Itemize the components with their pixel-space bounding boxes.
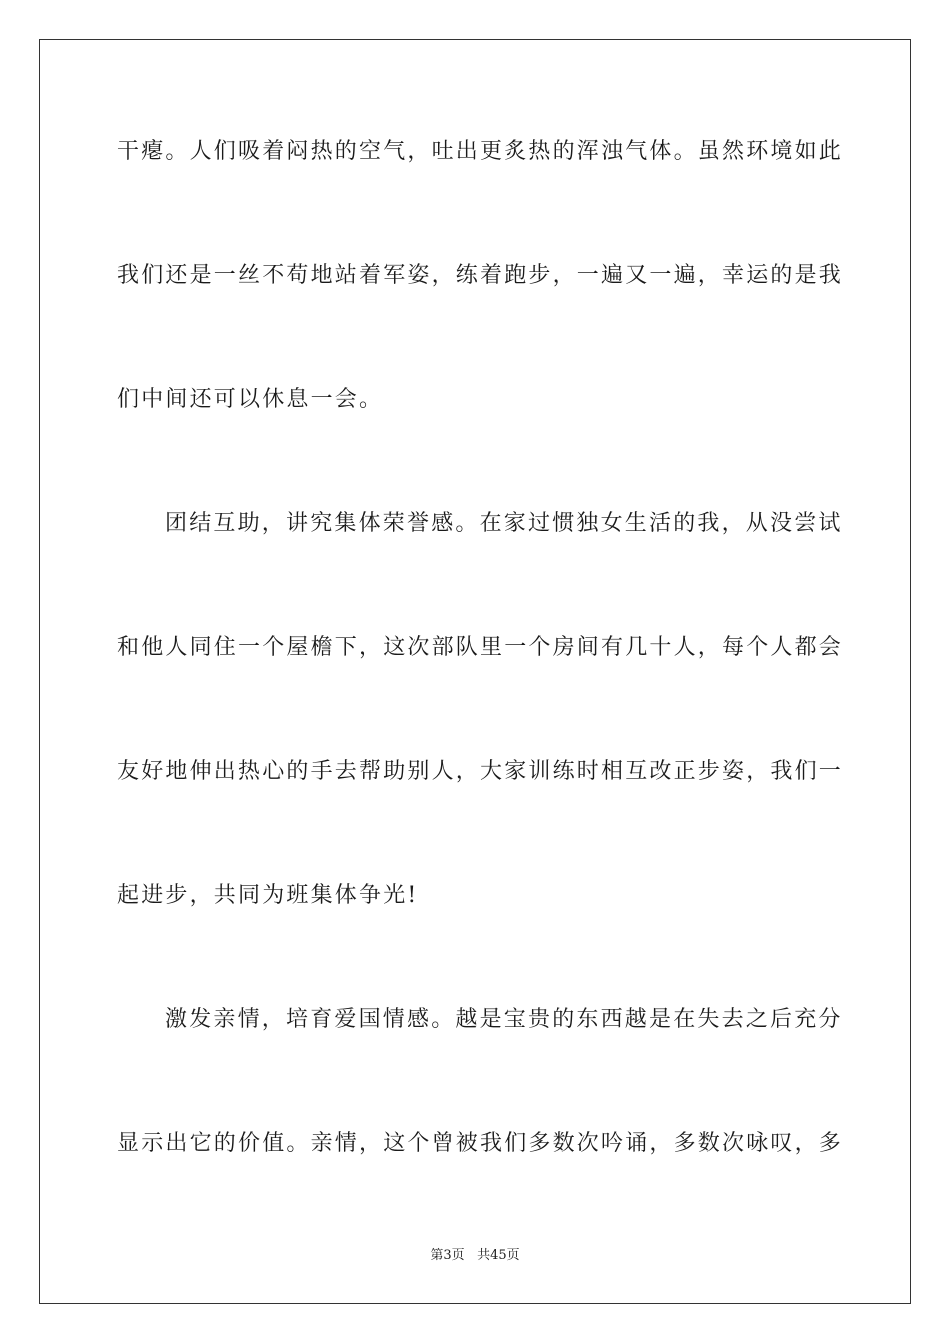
body-text-line: 起进步，共同为班集体争光!: [117, 883, 419, 908]
body-text-line: 和他人同住一个屋檐下，这次部队里一个房间有几十人，每个人都会: [117, 635, 844, 660]
total-pages: 共45页: [477, 1248, 520, 1263]
paragraph-start-line: 团结互助，讲究集体荣誉感。在家过惯独女生活的我，从没尝试: [165, 511, 843, 536]
paragraph-start-line: 激发亲情，培育爱国情感。越是宝贵的东西越是在失去之后充分: [165, 1007, 843, 1032]
page-border: [39, 39, 911, 1304]
page-number: 第3页: [430, 1248, 465, 1263]
body-text-line: 显示出它的价值。亲情，这个曾被我们多数次吟诵，多数次咏叹，多: [117, 1131, 844, 1156]
body-text-line: 我们还是一丝不苟地站着军姿，练着跑步，一遍又一遍，幸运的是我: [117, 263, 844, 288]
body-text-line: 干瘪。人们吸着闷热的空气，吐出更炙热的浑浊气体。虽然环境如此: [117, 139, 844, 164]
body-text-line: 们中间还可以休息一会。: [117, 387, 384, 412]
body-text-line: 友好地伸出热心的手去帮助别人，大家训练时相互改正步姿，我们一: [117, 759, 844, 784]
page-footer: [0, 1247, 950, 1265]
